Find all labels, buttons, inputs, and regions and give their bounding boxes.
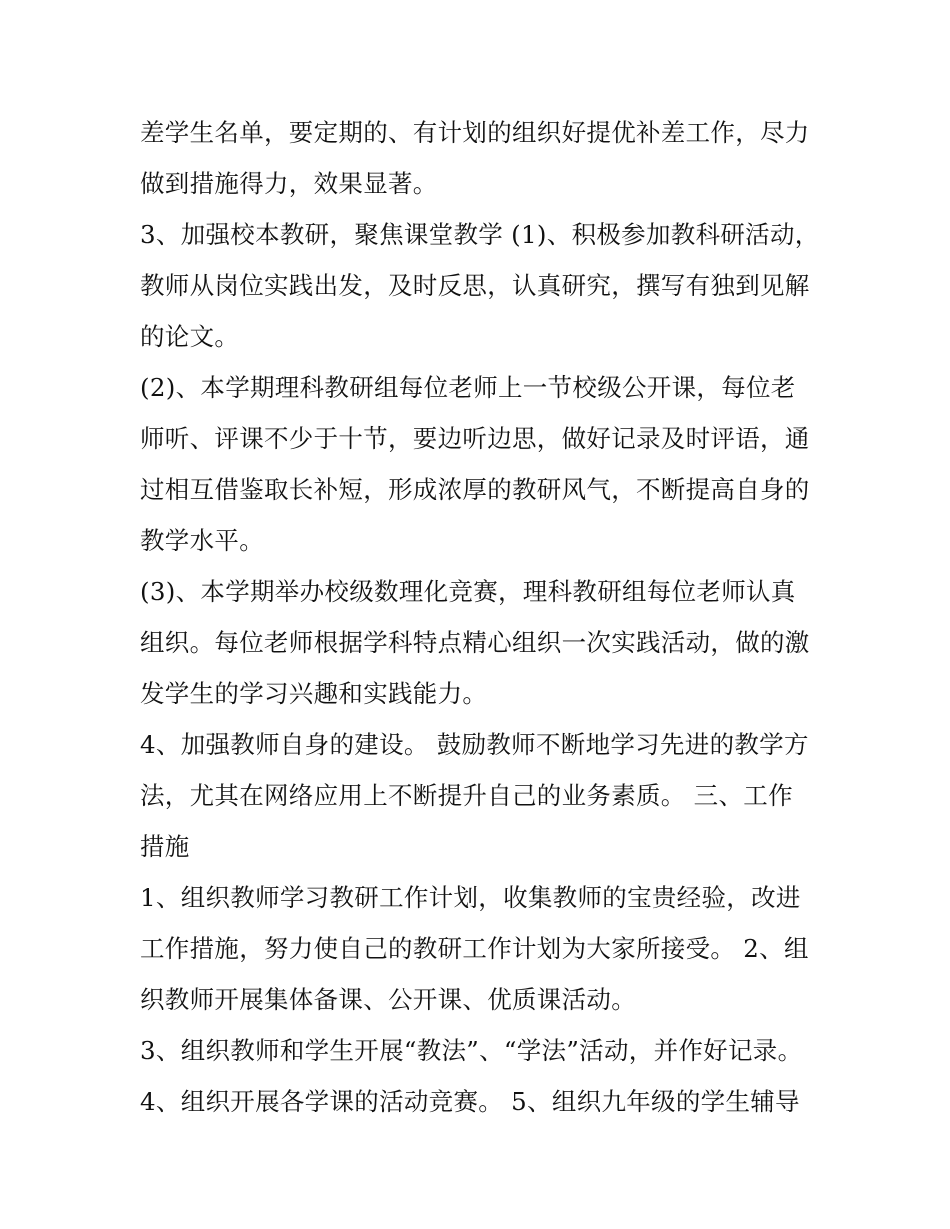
text-line: 3、加强校本教研，聚焦课堂教学 (1)、积极参加教科研活动， xyxy=(140,220,820,249)
text-line: 师听、评课不少于十节，要边听边思，做好记录及时评语，通 xyxy=(140,424,810,453)
text-line: 做到措施得力，效果显著。 xyxy=(140,169,438,198)
text-line: 3、组织教师和学生开展“教法”、“学法”活动，并作好记录。 xyxy=(140,1036,803,1065)
text-line: 发学生的学习兴趣和实践能力。 xyxy=(140,679,488,708)
text-line: 措施 xyxy=(140,832,190,861)
text-line: 组织。每位老师根据学科特点精心组织一次实践活动，做的激 xyxy=(140,628,810,657)
text-line: 教师从岗位实践出发，及时反思，认真研究，撰写有独到见解 xyxy=(140,271,810,300)
text-line: 织教师开展集体备课、公开课、优质课活动。 xyxy=(140,985,636,1014)
text-line: 4、组织开展各学课的活动竞赛。 5、组织九年级的学生辅导 xyxy=(140,1087,800,1116)
text-line: 过相互借鉴取长补短，形成浓厚的教研风气，不断提高自身的 xyxy=(140,475,810,504)
text-line: 的论文。 xyxy=(140,322,240,351)
text-line: (2)、本学期理科教研组每位老师上一节校级公开课，每位老 xyxy=(140,373,796,402)
text-line: 法，尤其在网络应用上不断提升自己的业务素质。 三、工作 xyxy=(140,781,793,810)
text-line: 工作措施，努力使自己的教研工作计划为大家所接受。 2、组 xyxy=(140,934,809,963)
text-line: (3)、本学期举办校级数理化竞赛，理科教研组每位老师认真 xyxy=(140,577,796,606)
text-line: 4、加强教师自身的建设。 鼓励教师不断地学习先进的教学方 xyxy=(140,730,809,759)
document-body xyxy=(140,107,820,1127)
text-line: 教学水平。 xyxy=(140,526,264,555)
text-line: 差学生名单，要定期的、有计划的组织好提优补差工作，尽力 xyxy=(140,118,810,147)
text-line: 1、组织教师学习教研工作计划，收集教师的宝贵经验，改进 xyxy=(140,883,801,912)
